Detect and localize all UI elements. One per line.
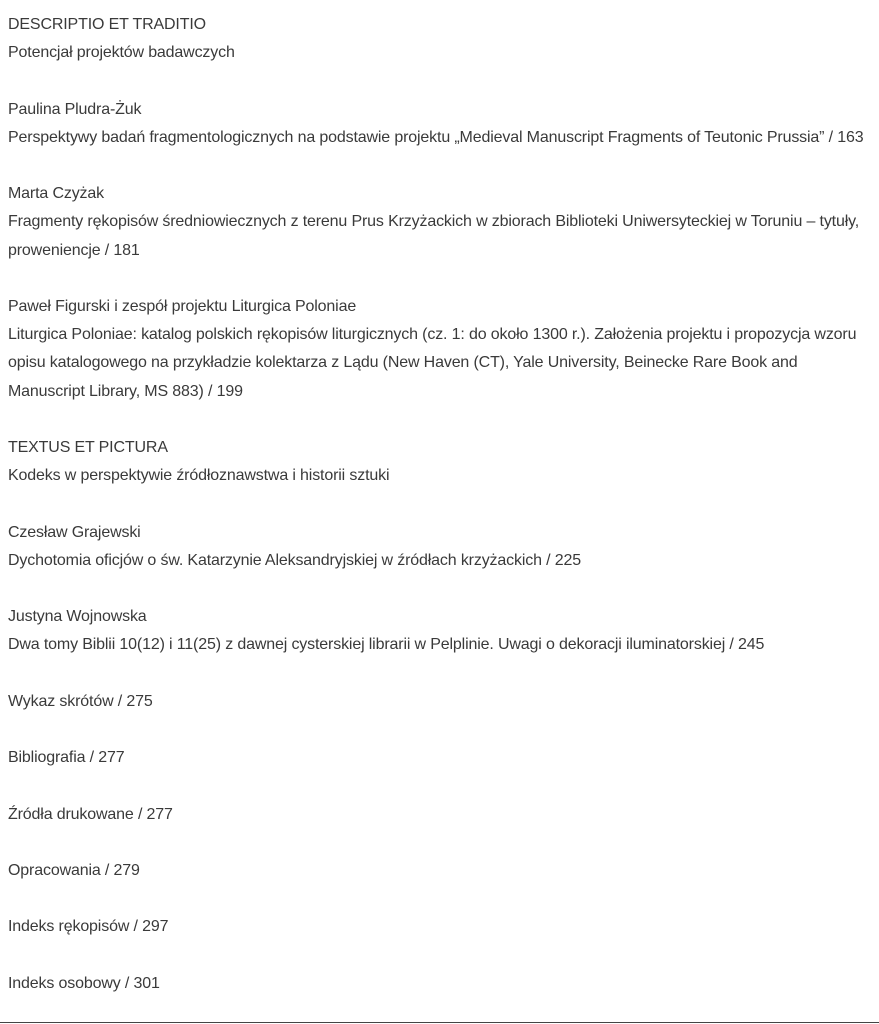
spacer — [8, 490, 872, 518]
entry-title: Fragmenty rękopisów średniowiecznych z terenu Prus Krzyżackich w zbiorach Biblioteki Uniwersyteckiej w Toruniu – tytuły, proweniencje / 181 — [8, 213, 860, 259]
entry-title: Liturgica Poloniae: katalog polskich rękopisów liturgicznych (cz. 1: do około 1300 r.). Założenia projektu i propozycja wzoru opisu katalogowego na przykładzie kolektarza z Lądu (New Haven (CT), Yale University, Beinecke Rare Book and Manuscript Library, MS 883) / 199 — [8, 326, 857, 400]
entry-author: Paulina Pludra-Żuk — [8, 100, 142, 118]
spacer — [8, 716, 872, 744]
spacer — [8, 67, 872, 95]
spacer — [8, 406, 872, 434]
spacer — [8, 575, 872, 603]
section-subtitle: Potencjał projektów badawczych — [8, 44, 235, 62]
spacer — [8, 829, 872, 857]
section-heading: TEXTUS ET PICTURA — [8, 438, 168, 456]
entry-title: Perspektywy badań fragmentologicznych na podstawie projektu „Medieval Manuscript Fragments of Teutonic Prussia” / 163 — [8, 128, 864, 146]
entry-title: Dwa tomy Biblii 10(12) i 11(25) z dawnej cysterskiej librarii w Pelplinie. Uwagi o dekoracji iluminatorskiej / 245 — [8, 636, 765, 654]
entry-author: Marta Czyżak — [8, 185, 104, 203]
spacer — [8, 942, 872, 970]
spacer — [8, 265, 872, 293]
back-matter-item: Bibliografia / 277 — [8, 749, 125, 767]
entry-author: Justyna Wojnowska — [8, 608, 147, 626]
section-heading: DESCRIPTIO ET TRADITIO — [8, 16, 206, 33]
back-matter-item: Wykaz skrótów / 275 — [8, 692, 153, 710]
spacer — [8, 885, 872, 913]
spacer — [8, 660, 872, 688]
back-matter-item: Indeks rękopisów / 297 — [8, 918, 169, 936]
back-matter-item: Źródła drukowane / 277 — [8, 805, 173, 823]
spacer — [8, 152, 872, 180]
spacer — [8, 772, 872, 800]
back-matter-item: Opracowania / 279 — [8, 861, 140, 879]
bottom-rule — [0, 1022, 879, 1023]
entry-author: Czesław Grajewski — [8, 523, 141, 541]
table-of-contents — [8, 11, 872, 998]
entry-author: Paweł Figurski i zespół projektu Liturgica Poloniae — [8, 297, 357, 315]
entry-title: Dychotomia oficjów o św. Katarzynie Aleksandryjskiej w źródłach krzyżackich / 225 — [8, 551, 581, 569]
section-subtitle: Kodeks w perspektywie źródłoznawstwa i historii sztuki — [8, 467, 390, 485]
back-matter-item: Indeks osobowy / 301 — [8, 974, 160, 992]
